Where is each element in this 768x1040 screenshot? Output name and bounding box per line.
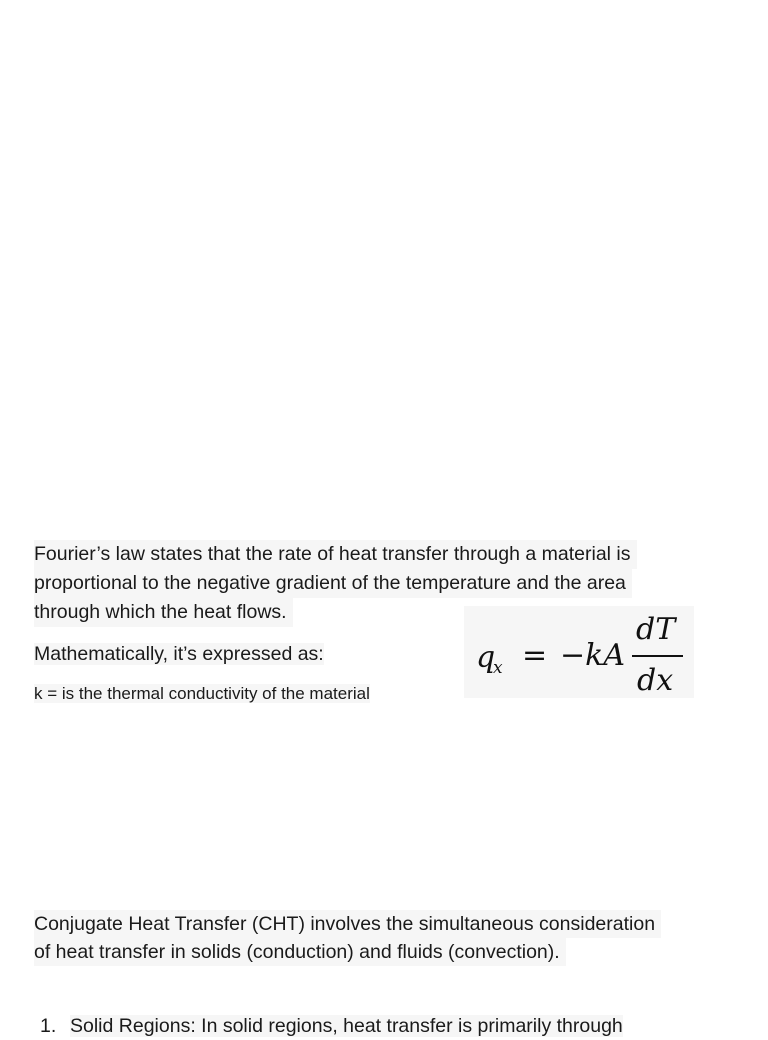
k-definition-text: k = is the thermal conductivity of the material	[34, 684, 370, 703]
paragraph-line: through which the heat flows.	[34, 598, 293, 627]
paragraph-line: of heat transfer in solids (conduction) and fluids (convection).	[34, 938, 566, 966]
math-intro-text: Mathematically, it’s expressed as:	[34, 643, 324, 665]
equation-rhs-prefix: −kA	[560, 638, 625, 673]
paragraph-line: Fourier’s law states that the rate of heat transfer through a material is	[34, 540, 637, 569]
list-item-text: Solid Regions: In solid regions, heat transfer is primarily through	[70, 1015, 623, 1037]
k-definition	[34, 682, 370, 706]
cht-paragraph	[34, 910, 734, 966]
list-item-number: 1.	[40, 1015, 57, 1037]
list-item	[40, 1012, 740, 1040]
math-intro	[34, 640, 324, 668]
paragraph-line: proportional to the negative gradient of the temperature and the area	[34, 569, 632, 598]
equation-lhs-sub: x	[493, 658, 503, 678]
equation-equals: =	[522, 638, 548, 673]
equation-lhs-base: q	[476, 640, 496, 675]
paragraph-line: Conjugate Heat Transfer (CHT) involves the simultaneous consideration	[34, 910, 661, 938]
equation-denominator: dx	[637, 663, 674, 698]
equation-numerator: dT	[636, 612, 676, 647]
fourier-equation	[464, 606, 694, 698]
